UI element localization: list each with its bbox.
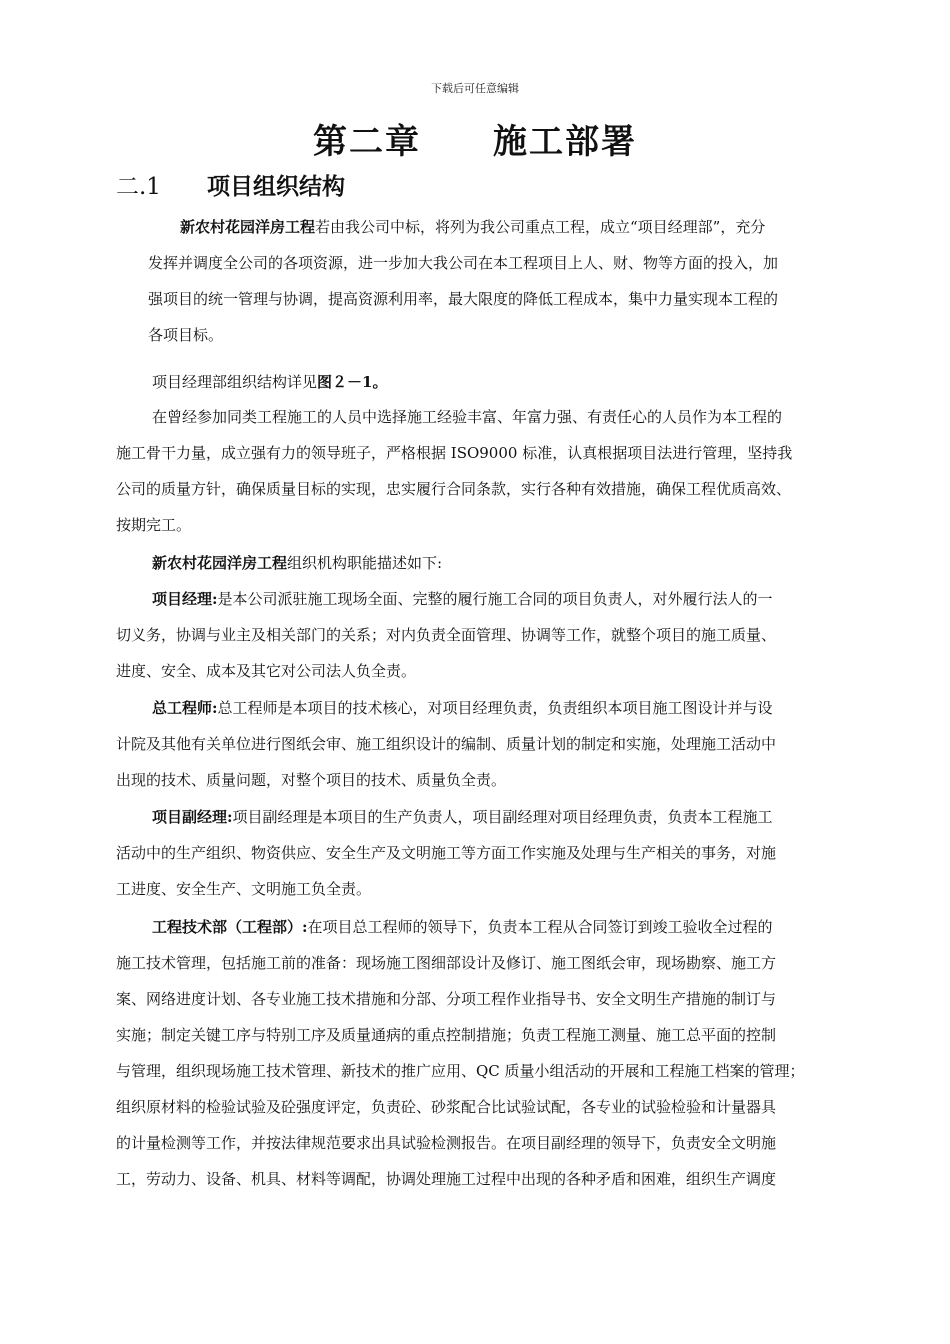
role-label: 项目经理: — [152, 590, 218, 608]
intro-line: 强项目的统一管理与协调，提高资源利用率，最大限度的降低工程成本，集中力量实现本工程的 — [148, 290, 779, 308]
role-line: 计院及其他有关单位进行图纸会审、施工组织设计的编制、质量计划的制定和实施，处理施工活动中 — [116, 735, 777, 753]
role-project-manager — [116, 581, 868, 689]
role-label: 工程技术部（工程部）: — [152, 918, 308, 936]
role-line: 出现的技术、质量问题，对整个项目的技术、质量负全责。 — [116, 771, 507, 789]
figure-reference-line — [152, 364, 904, 400]
intro-line: 各项目标。 — [148, 326, 224, 344]
role-text: 是本公司派驻施工现场全面、完整的履行施工合同的项目负责人，对外履行法人的一 — [217, 590, 773, 608]
project-name: 新农村花园洋房工程 — [180, 218, 316, 236]
role-deputy-manager — [116, 799, 868, 907]
role-line — [116, 581, 868, 617]
figure-reference — [152, 364, 904, 400]
selection-line: 按期完工。 — [116, 516, 192, 534]
header-note: 下载后可任意编辑 — [431, 82, 519, 95]
chapter-title: 第二章 施工部署 — [313, 122, 637, 162]
intro-paragraph — [148, 209, 868, 353]
figure-reference-label: 图２－1。 — [317, 373, 388, 391]
role-line: 实施；制定关键工序与特别工序及质量通病的重点控制措施；负责工程施工测量、施工总平面的控制 — [116, 1026, 777, 1044]
role-text: 总工程师是本项目的技术核心，对项目经理负责，负责组织本项目施工图设计并与设 — [217, 699, 773, 717]
duties-intro — [116, 545, 868, 581]
role-line: 组织原材料的检验试验及砼强度评定，负责砼、砂浆配合比试验试配，各专业的试验检验和计量器具 — [116, 1098, 777, 1116]
role-engineering-dept — [116, 909, 868, 1197]
role-line: 工，劳动力、设备、机具、材料等调配，协调处理施工过程中出现的各种矛盾和困难，组织生产调度 — [116, 1170, 777, 1188]
duties-intro-text: 组织机构职能描述如下: — [287, 554, 443, 572]
role-line: 与管理，组织现场施工技术管理、新技术的推广应用、QC 质量小组活动的开展和工程施工档案的管理； — [116, 1062, 805, 1080]
section-number: 二.1 — [116, 174, 161, 200]
section-title: 项目组织结构 — [206, 173, 345, 200]
selection-paragraph — [116, 399, 868, 543]
role-line: 工进度、安全生产、文明施工负全责。 — [116, 880, 372, 898]
role-line — [116, 909, 868, 945]
selection-line: 施工骨干力量，成立强有力的领导班子，严格根据 ISO9000 标准，认真根据项目法进行管理，坚持我 — [116, 444, 793, 462]
role-label: 项目副经理: — [152, 808, 233, 826]
intro-line — [148, 209, 868, 245]
role-label: 总工程师: — [152, 699, 218, 717]
project-name: 新农村花园洋房工程 — [152, 554, 288, 572]
role-text: 在项目总工程师的领导下，负责本工程从合同签订到竣工验收全过程的 — [307, 918, 773, 936]
role-line: 施工技术管理，包括施工前的准备：现场施工图细部设计及修订、施工图纸会审，现场勘察、施工方 — [116, 954, 777, 972]
role-chief-engineer — [116, 690, 868, 798]
duties-intro-line — [116, 545, 868, 581]
role-line: 切义务，协调与业主及相关部门的关系；对内负责全面管理、协调等工作，就整个项目的施工质量、 — [116, 626, 777, 644]
role-line: 进度、安全、成本及其它对公司法人负全责。 — [116, 662, 417, 680]
role-text: 项目副经理是本项目的生产负责人，项目副经理对项目经理负责，负责本工程施工 — [232, 808, 773, 826]
intro-text: 若由我公司中标，将列为我公司重点工程，成立“项目经理部”，充分 — [315, 218, 766, 236]
figure-reference-text: 项目经理部组织结构详见 — [152, 373, 318, 391]
role-line: 的计量检测等工作，并按法律规范要求出具试验检测报告。在项目副经理的领导下，负责安全文明施 — [116, 1134, 777, 1152]
role-line — [116, 799, 868, 835]
role-line: 案、网络进度计划、各专业施工技术措施和分部、分项工程作业指导书、安全文明生产措施的制订与 — [116, 990, 777, 1008]
section-heading — [116, 168, 345, 201]
selection-line: 在曾经参加同类工程施工的人员中选择施工经验丰富、年富力强、有责任心的人员作为本工程的 — [152, 408, 783, 426]
role-line: 活动中的生产组织、物资供应、安全生产及文明施工等方面工作实施及处理与生产相关的事务，对施 — [116, 844, 777, 862]
role-line — [116, 690, 868, 726]
intro-line: 发挥并调度全公司的各项资源，进一步加大我公司在本工程项目上人、财、物等方面的投入，加 — [148, 254, 779, 272]
selection-line: 公司的质量方针，确保质量目标的实现，忠实履行合同条款，实行各种有效措施，确保工程优质高效、 — [116, 480, 792, 498]
